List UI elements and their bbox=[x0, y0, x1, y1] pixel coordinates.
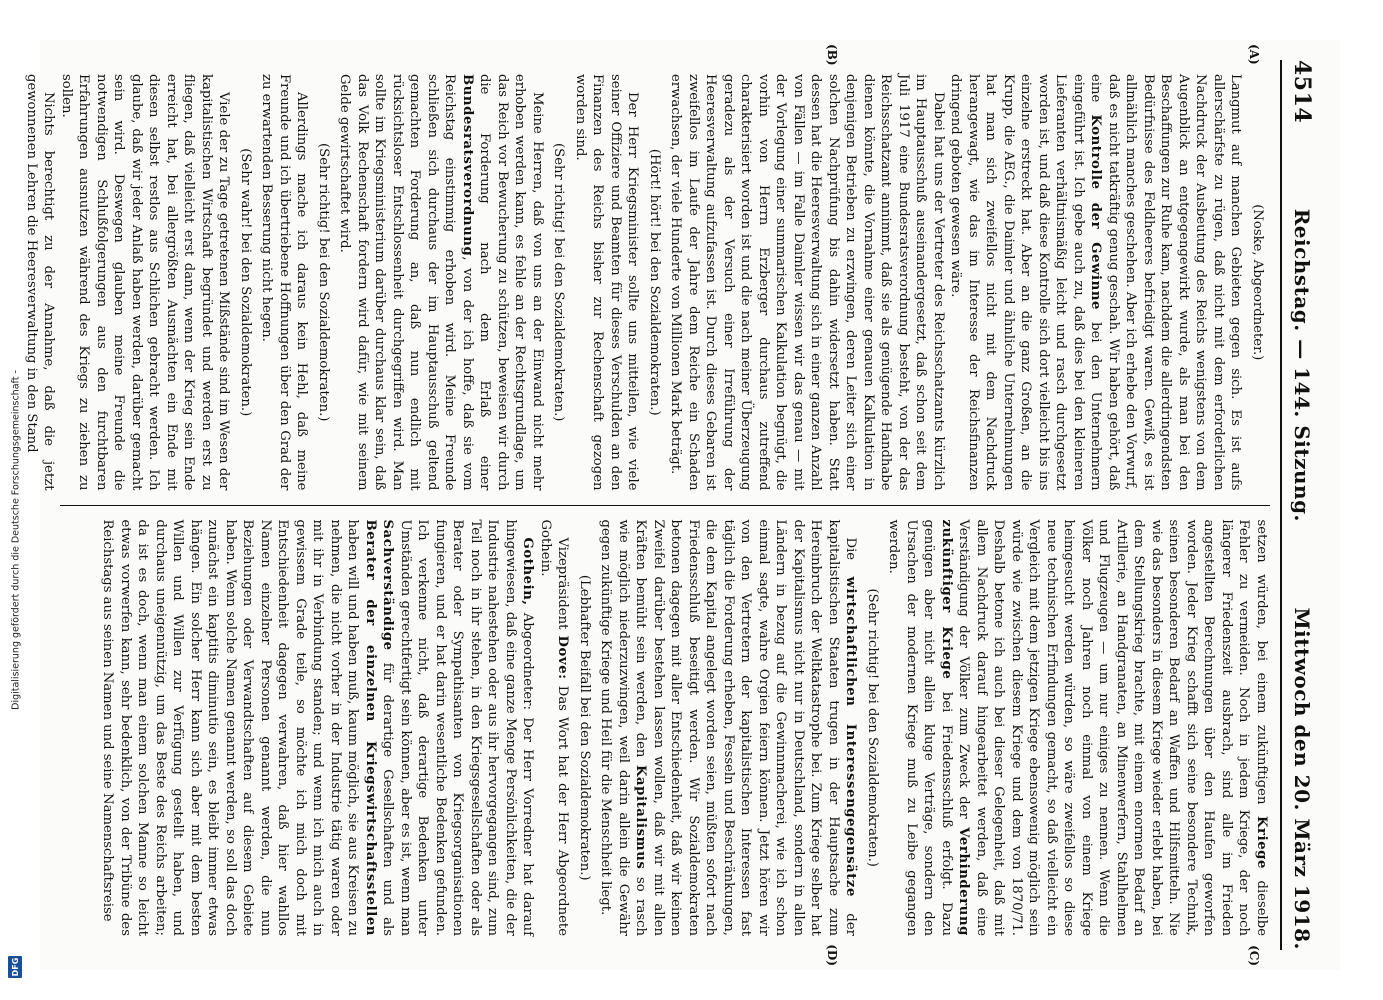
margin-marker-b: (B) bbox=[825, 44, 839, 66]
interjection: (Sehr richtig! bei den Sozialdemokraten.) bbox=[316, 143, 331, 422]
margin-marker-d: (D) bbox=[825, 944, 839, 966]
column-left bbox=[24, 44, 1270, 505]
scanned-page bbox=[24, 40, 1340, 970]
paragraph: Vizepräsident Dove: Das Wort hat der Herr Abgeordnete Gothein. bbox=[538, 519, 571, 936]
header-date: Mittwoch den 20. März 1918. bbox=[1290, 607, 1314, 950]
column-right bbox=[60, 505, 1270, 966]
paragraph: Meine Herren, daß von uns an der Einwand nicht mehr erhoben werden kann, es fehle an der Rechtsgrundlage, um das Reich vor Bewucherung zu schützen, beweisen wir durch die Forderung nach dem Erlaß einer Bundesratsverordnung, von der ich hoffe, daß sie vom Reichstag einstimmig erhoben wird. Meine Freunde schließen sich durchaus der im Hauptausschuß geltend gemachten Forderung an, daß nun endlich mit rücksichtsloser Entschlossenheit durchgegriffen wird. Man sollte im Kriegsministerium darüber durchaus klar sein, daß das Volk Rechenschaft fordern wird dafür, wie mit seinem Gelde gewirtschaftet wird. bbox=[337, 74, 545, 491]
header-session: Reichstag. — 144. Sitzung. bbox=[1290, 208, 1314, 523]
dfg-logo-icon: DFG bbox=[8, 956, 22, 978]
paragraph: Nichts berechtigt zu der Annahme, daß die jetzt gewonnenen Lehren die Heeresverwaltung in den Stand bbox=[24, 74, 57, 491]
interjection: (Sehr richtig! bei den Sozialdemokraten.) bbox=[865, 588, 880, 867]
interjection: (Sehr wahr! bei den Sozialdemokraten.) bbox=[238, 148, 253, 417]
paragraph: Der Herr Kriegsminister sollte uns mitteilen, wie viele seiner Offiziere und Beamten für dieses Verschulden an den Finanzen des Reichs bisher zur Rechenschaft gezogen worden sind. bbox=[573, 74, 641, 491]
margin-marker-a: (A) bbox=[1247, 44, 1261, 65]
paragraph: Langmut auf manchen Gebieten gegen sich. Es ist aufs allerschärfste zu rügen, daß nicht mit dem erforderlichen Nachdruck der Ausbeutung des Reichs wenigstens von dem Augenblick an entgegengewirkt wurde, als man bei den Beschaffungen zur Ruhe kam, nachdem die allerdringendsten Bedürfnisse des Feldheeres befriedigt waren. Gewiß, es ist allmählich manches geschehen. Aber ich erhebe den Vorwurf, daß es nicht tatkräftig genug geschah. Wir haben gehört, daß eine Kontrolle der Gewinne bei den Unternehmern eingeführt ist. Ich gebe auch zu, daß dies bei den kleineren Lieferanten verhältnismäßig leicht und rasch durchgesetzt worden ist, und daß diese Kontrolle sich dort vielleicht bis ins einzelne erstreckt hat. Aber an die ganz Großen, an die Krupp, die AEG., die Daimler und ähnliche Unternehmungen hat man sich zweifellos nicht mit dem Nachdruck herangewagt, wie das im Interesse der Reichsfinanzen dringend geboten gewesen wäre. bbox=[948, 74, 1244, 491]
credit-text: Digitalisierung gefördert durch die Deutsche Forschungsgemeinschaft - bbox=[10, 370, 22, 710]
paragraph: Die wirtschaftlichen Interessengegensätze der kapitalistischen Staaten trugen in der Hauptsache zum Hereinbruch der Weltkatastrophe bei. Zum Kriege selber hat der Kapitalismus nicht nur in Deutschland, sondern in allen Ländern in bezug auf die Gewinnmacherei, wie ich schon einmal sagte, wahre Orgien feiern können. Jetzt hören wir von den Vertretern der kapitalistischen Interessen fast täglich die Forderung erheben, Fesseln und Beschränkungen, die dem Kapital angelegt worden seien, müßten sofort nach Friedensschluß beseitigt werden. Wir Sozialdemokraten betonen dagegen mit aller Entschiedenheit, daß wir keinen Zweifel darüber bestehen lassen wollen, daß wir mit allen Kräften bemüht sein werden, den Kapitalismus so rasch wie möglich niederzuzwingen, weil darin allein die Gewähr gegen zukünftige Kriege und Heil für die Menschheit liegt. bbox=[598, 519, 859, 936]
interjection: (Lebhafter Beifall bei den Sozialdemokraten.) bbox=[577, 574, 592, 881]
page-header bbox=[1280, 60, 1322, 950]
interjection: (Sehr richtig! bei den Sozialdemokraten.) bbox=[551, 143, 567, 422]
page-number: 4514 bbox=[1289, 60, 1315, 124]
paragraph: Viele der zu Tage getretenen Mißstände sind im Wesen der kapitalistischen Wirtschaft begründet und werden erst zu fliegen, daß vielleicht erst dann, wenn der Krieg sein Ende erreicht hat, bei allergrößten Ausmächten ein Ende mit diesen selbst restlos aus Schlichen gebracht werden. Ich glaube, daß wir jeder Anlaß haben werden, darüber gemacht sein wird. Deswegen glauben meine Freunde die notwendigen Schlußfolgerungen aus den furchtbaren Erfahrungen ausnutzen während des Kriegs zu ziehen zu sollen. bbox=[59, 74, 232, 491]
paragraph: Gothein, Abgeordneter: Der Herr Vorredner hat darauf hingewiesen, daß eine ganze Menge Persönlichkeiten, die der Industrie nahestehen oder aus ihr hervorgegangen sind, zum Teil noch in ihr stehen, in den Kriegsgesellschaften oder als Berater oder Sympathisanten von Kriegsorganisationen fungieren, und er hat darin wesentliche Bedenken gefunden. Ich verkenne nicht, daß derartige Bedenken unter Umständen gerechtfertigt sein können, aber es ist, wenn man Sachverständige für derartige Gesellschaften und als Berater der einzelnen Kriegswirtschaftsstellen haben will und haben muß, kaum möglich, sie aus Kreisen zu nehmen, die nicht vorher in der Industrie tätig waren oder mit ihr in Verbindung standen; und wenn ich mich auch in gewissem Grade teile, so möchte ich mich doch mit Entschiedenheit dagegen verwahren, daß hier wahllos Namen einzelner Personen genannt werden, die nun Beziehungen oder Verwandtschaften auf diesem Gebiete haben. Wenn solche Namen genannt werden, so soll das doch zunächst ein kaptitis diminutio sein, es bleibt immer etwas hängen. Ein solcher Herr kann sich aber mit dem besten Willen und Willen zur Verfügung gestellt haben, und durchaus uneigennützig, um das Beste des Reichs arbeiten; da ist es doch, wenn man einem solchen Manne so leicht etwas vorwerfen kann, sehr bedenklich, von der Tribüne des Reichstags aus seinen Namen und seine Namenschaftsreise bbox=[100, 519, 536, 936]
paragraph: Allerdings mache ich daraus kein Hehl, daß meine Freunde und ich übertriebene Hoffnungen über den Grad der zu erwartenden Besserung nicht hegen. bbox=[259, 74, 310, 491]
interjection: (Hört! hört! bei den Sozialdemokraten.) bbox=[647, 148, 662, 416]
margin-marker-c: (C) bbox=[1247, 945, 1261, 966]
paragraph: Dabei hat uns der Vertreter des Reichsschatzamts kürzlich im Hauptausschuß auseinandergesetzt, daß schon seit dem Juli 1917 eine Bundesratsverordnung besteht, von der das Reichsschatzamt annimmt, daß sie als genügende Handhabe dienen könnte, die Vornahme einer genauen Kalkulation in denjenigen Betrieben zu erzwingen, deren Leiter sich einer solchen Nachprüfung bis dahin widersetzt haben. Statt dessen hat die Heeresverwaltung sich in einer ganzen Anzahl von Fällen — im Falle Daimler wissen wir das genau — mit der Vorlegung einer summarischen Kalkulation begnügt, die vorhin von Herrn Erzberger durchaus zutreffend charakterisiert worden ist und die nach meiner Überzeugung geradezu als der Versuch einer Irreführung der Heeresverwaltung aufzufassen ist. Durch dieses Gebaren ist zweifellos im Laufe der Jahre dem Reiche ein Schaden erwachsen, der viele Hunderte von Millionen Mark beträgt. bbox=[668, 74, 946, 491]
rotated-page-content bbox=[24, 40, 1340, 970]
paragraph: setzen würden, bei einem zukünftigen Kriege dieselbe Fehler zu vermeiden. Noch in jedem Kriege, der noch längerer Friedenszeit ausbrach, sind alle im Frieden angestellten Berechnungen über den Haufen geworfen worden. Jeder Krieg schafft sich seine besondere Technik, seinen besonderen Bedarf an Waffen und Hilfsmitteln. Nie wie das besonders in diesem Kriege wieder erlebt haben, bei dem Stellungskrieg brachte, mit einem enormen Bedarf an Artillerie, an Handgranaten, an Minenwerfern, Stahlhelmen und Flugzeugen — um nur einiges zu nennen. Wenn die Völker noch Jahren noch einmal von einem Kriege heimgesucht werden würden, so wäre zweifellos so diese neue technischen Erfindungen gemacht, so daß vielleicht ein Vergleich mit dem jetzigen Kriege ebensowenig möglich sein würde wie zwischen diesem Kriege und dem von 1870/71. Deshalb betone ich auch bei dieser Gelegenheit, daß mit allem Nachdruck darauf hingearbeitet werden, daß eine Verständigung der Völker zum Zweck der Verhinderung zukünftiger Kriege bei Friedensschluß erfolgt. Dazu genügen aber nicht allein kluge Verträge, sondern den Ursachen der modernen Kriege muß zu Leibe gegangen werden. bbox=[886, 519, 1269, 936]
text-columns bbox=[24, 44, 1270, 966]
speaker-line: (Noske, Abgeordneter.) bbox=[1250, 204, 1265, 361]
